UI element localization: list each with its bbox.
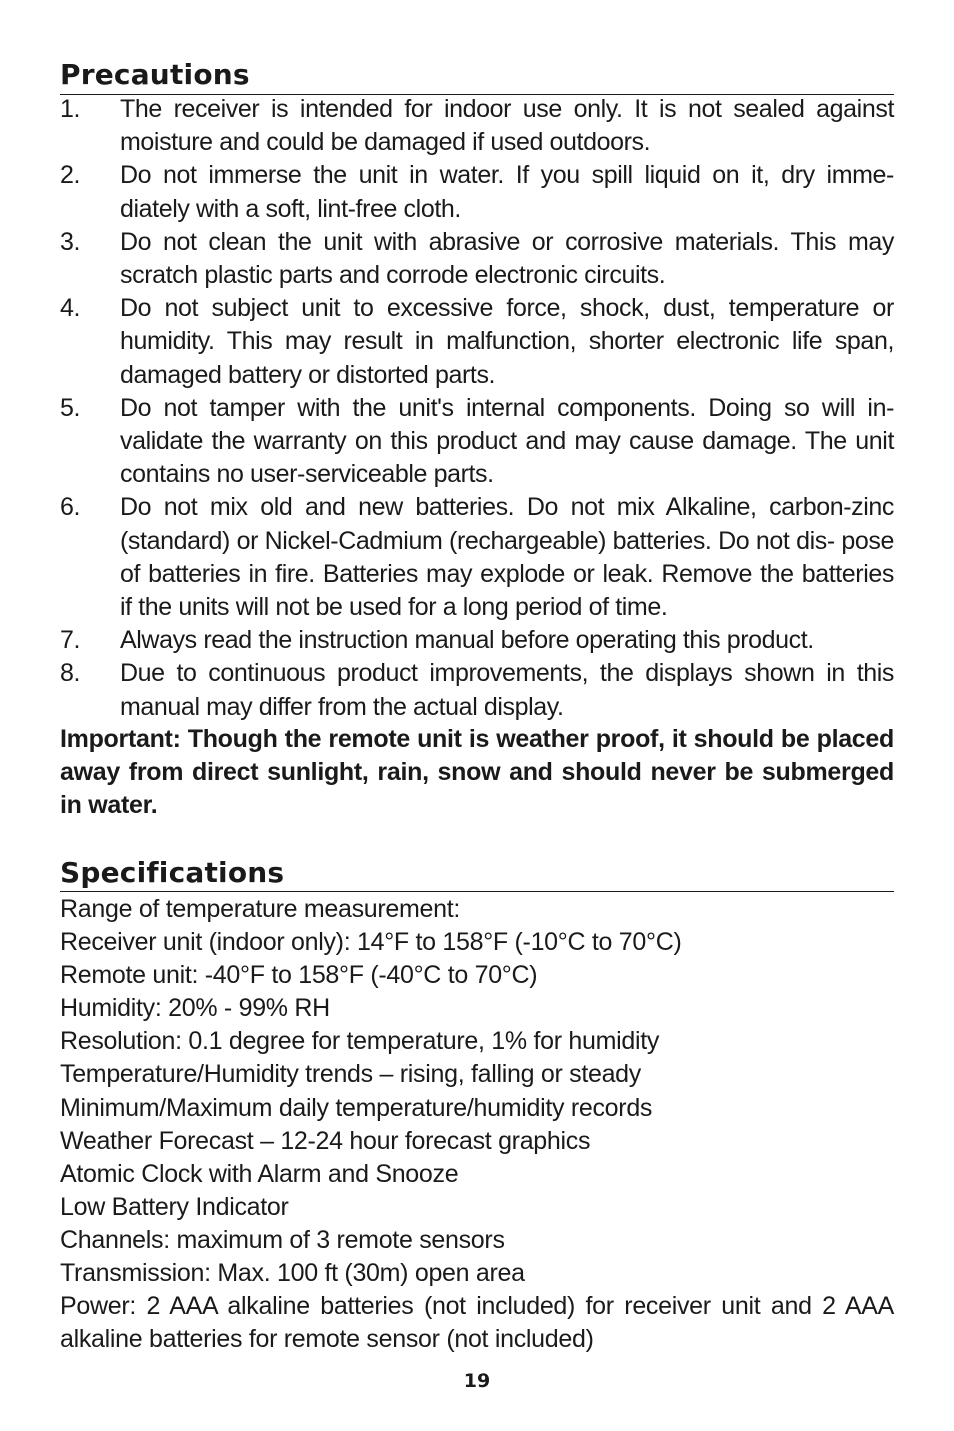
spec-item: Temperature/Humidity trends – rising, falling or steady (60, 1060, 641, 1089)
precaution-number: 7. (60, 626, 81, 655)
precaution-item (60, 392, 894, 492)
spec-item: Channels: maximum of 3 remote sensors (60, 1225, 505, 1254)
precaution-item (60, 491, 894, 624)
spec-item: Power: 2 AAA alkaline batteries (not included) for receiver unit and 2 AAA alkaline batteries for remote sensor (not included) (60, 1292, 894, 1354)
precaution-number: 8. (60, 659, 81, 688)
precaution-number: 4. (60, 294, 81, 323)
spec-item: Low Battery Indicator (60, 1192, 289, 1221)
precaution-item (60, 226, 894, 292)
precaution-number: 1. (60, 95, 81, 123)
spec-item: Resolution: 0.1 degree for temperature, 1% for humidity (60, 1027, 660, 1056)
precaution-text: The receiver is intended for indoor use only. It is not sealed against moisture and could be damaged if used outdoors. (120, 95, 894, 157)
spec-item: Minimum/Maximum daily temperature/humidity records (60, 1093, 653, 1122)
spec-item: Receiver unit (indoor only): 14°F to 158°F (-10°C to 70°C) (60, 928, 682, 957)
precaution-text: Do not subject unit to excessive force, shock, dust, temperature or humidity. This may result in malfunction, shorter electronic life span, damaged battery or distorted parts. (120, 294, 894, 389)
important-note: Important: Though the remote unit is weather proof, it should be placed away from direct sunlight, rain, snow and should never be submerged in water. (60, 725, 894, 820)
precautions-list (60, 93, 894, 724)
precaution-item (60, 93, 894, 159)
spec-item: Weather Forecast – 12-24 hour forecast graphics (60, 1126, 591, 1155)
precaution-item (60, 292, 894, 392)
precaution-text: Always read the instruction manual before operating this product. (120, 626, 814, 655)
precautions-heading: Precautions (60, 58, 894, 95)
precaution-number: 3. (60, 227, 81, 256)
precaution-number: 6. (60, 493, 81, 522)
page-number: 19 (463, 1370, 491, 1392)
precaution-item (60, 657, 894, 723)
precaution-text: Do not immerse the unit in water. If you spill liquid on it, dry imme- diately with a soft, lint-free cloth. (120, 161, 894, 223)
precaution-number: 2. (60, 161, 81, 190)
precaution-number: 5. (60, 393, 81, 422)
precaution-text: Do not mix old and new batteries. Do not mix Alkaline, carbon-zinc (standard) or Nickel-Cadmium (rechargeable) batteries. Do not dis- pose of batteries in fire. Batteries may explode or leak. Remove the batteries if the units will not be used for a long period of time. (120, 493, 894, 622)
precaution-text: Do not tamper with the unit's internal components. Doing so will in- validate the warranty on this product and may cause damage. The unit contains no user-serviceable parts. (120, 393, 894, 489)
precaution-item (60, 159, 894, 225)
spec-item: Atomic Clock with Alarm and Snooze (60, 1159, 459, 1188)
specifications-list (60, 893, 894, 1356)
specifications-heading: Specifications (60, 856, 894, 892)
spec-item: Humidity: 20% - 99% RH (60, 994, 330, 1023)
precaution-text: Due to continuous product improvements, the displays shown in this manual may differ from the actual display. (120, 659, 894, 721)
precaution-item (60, 624, 894, 657)
spec-item: Transmission: Max. 100 ft (30m) open area (60, 1259, 525, 1288)
spec-item: Range of temperature measurement: (60, 895, 461, 923)
precaution-text: Do not clean the unit with abrasive or corrosive materials. This may scratch plastic parts and corrode electronic circuits. (120, 227, 894, 290)
spec-item: Remote unit: -40°F to 158°F (-40°C to 70°C) (60, 961, 538, 990)
